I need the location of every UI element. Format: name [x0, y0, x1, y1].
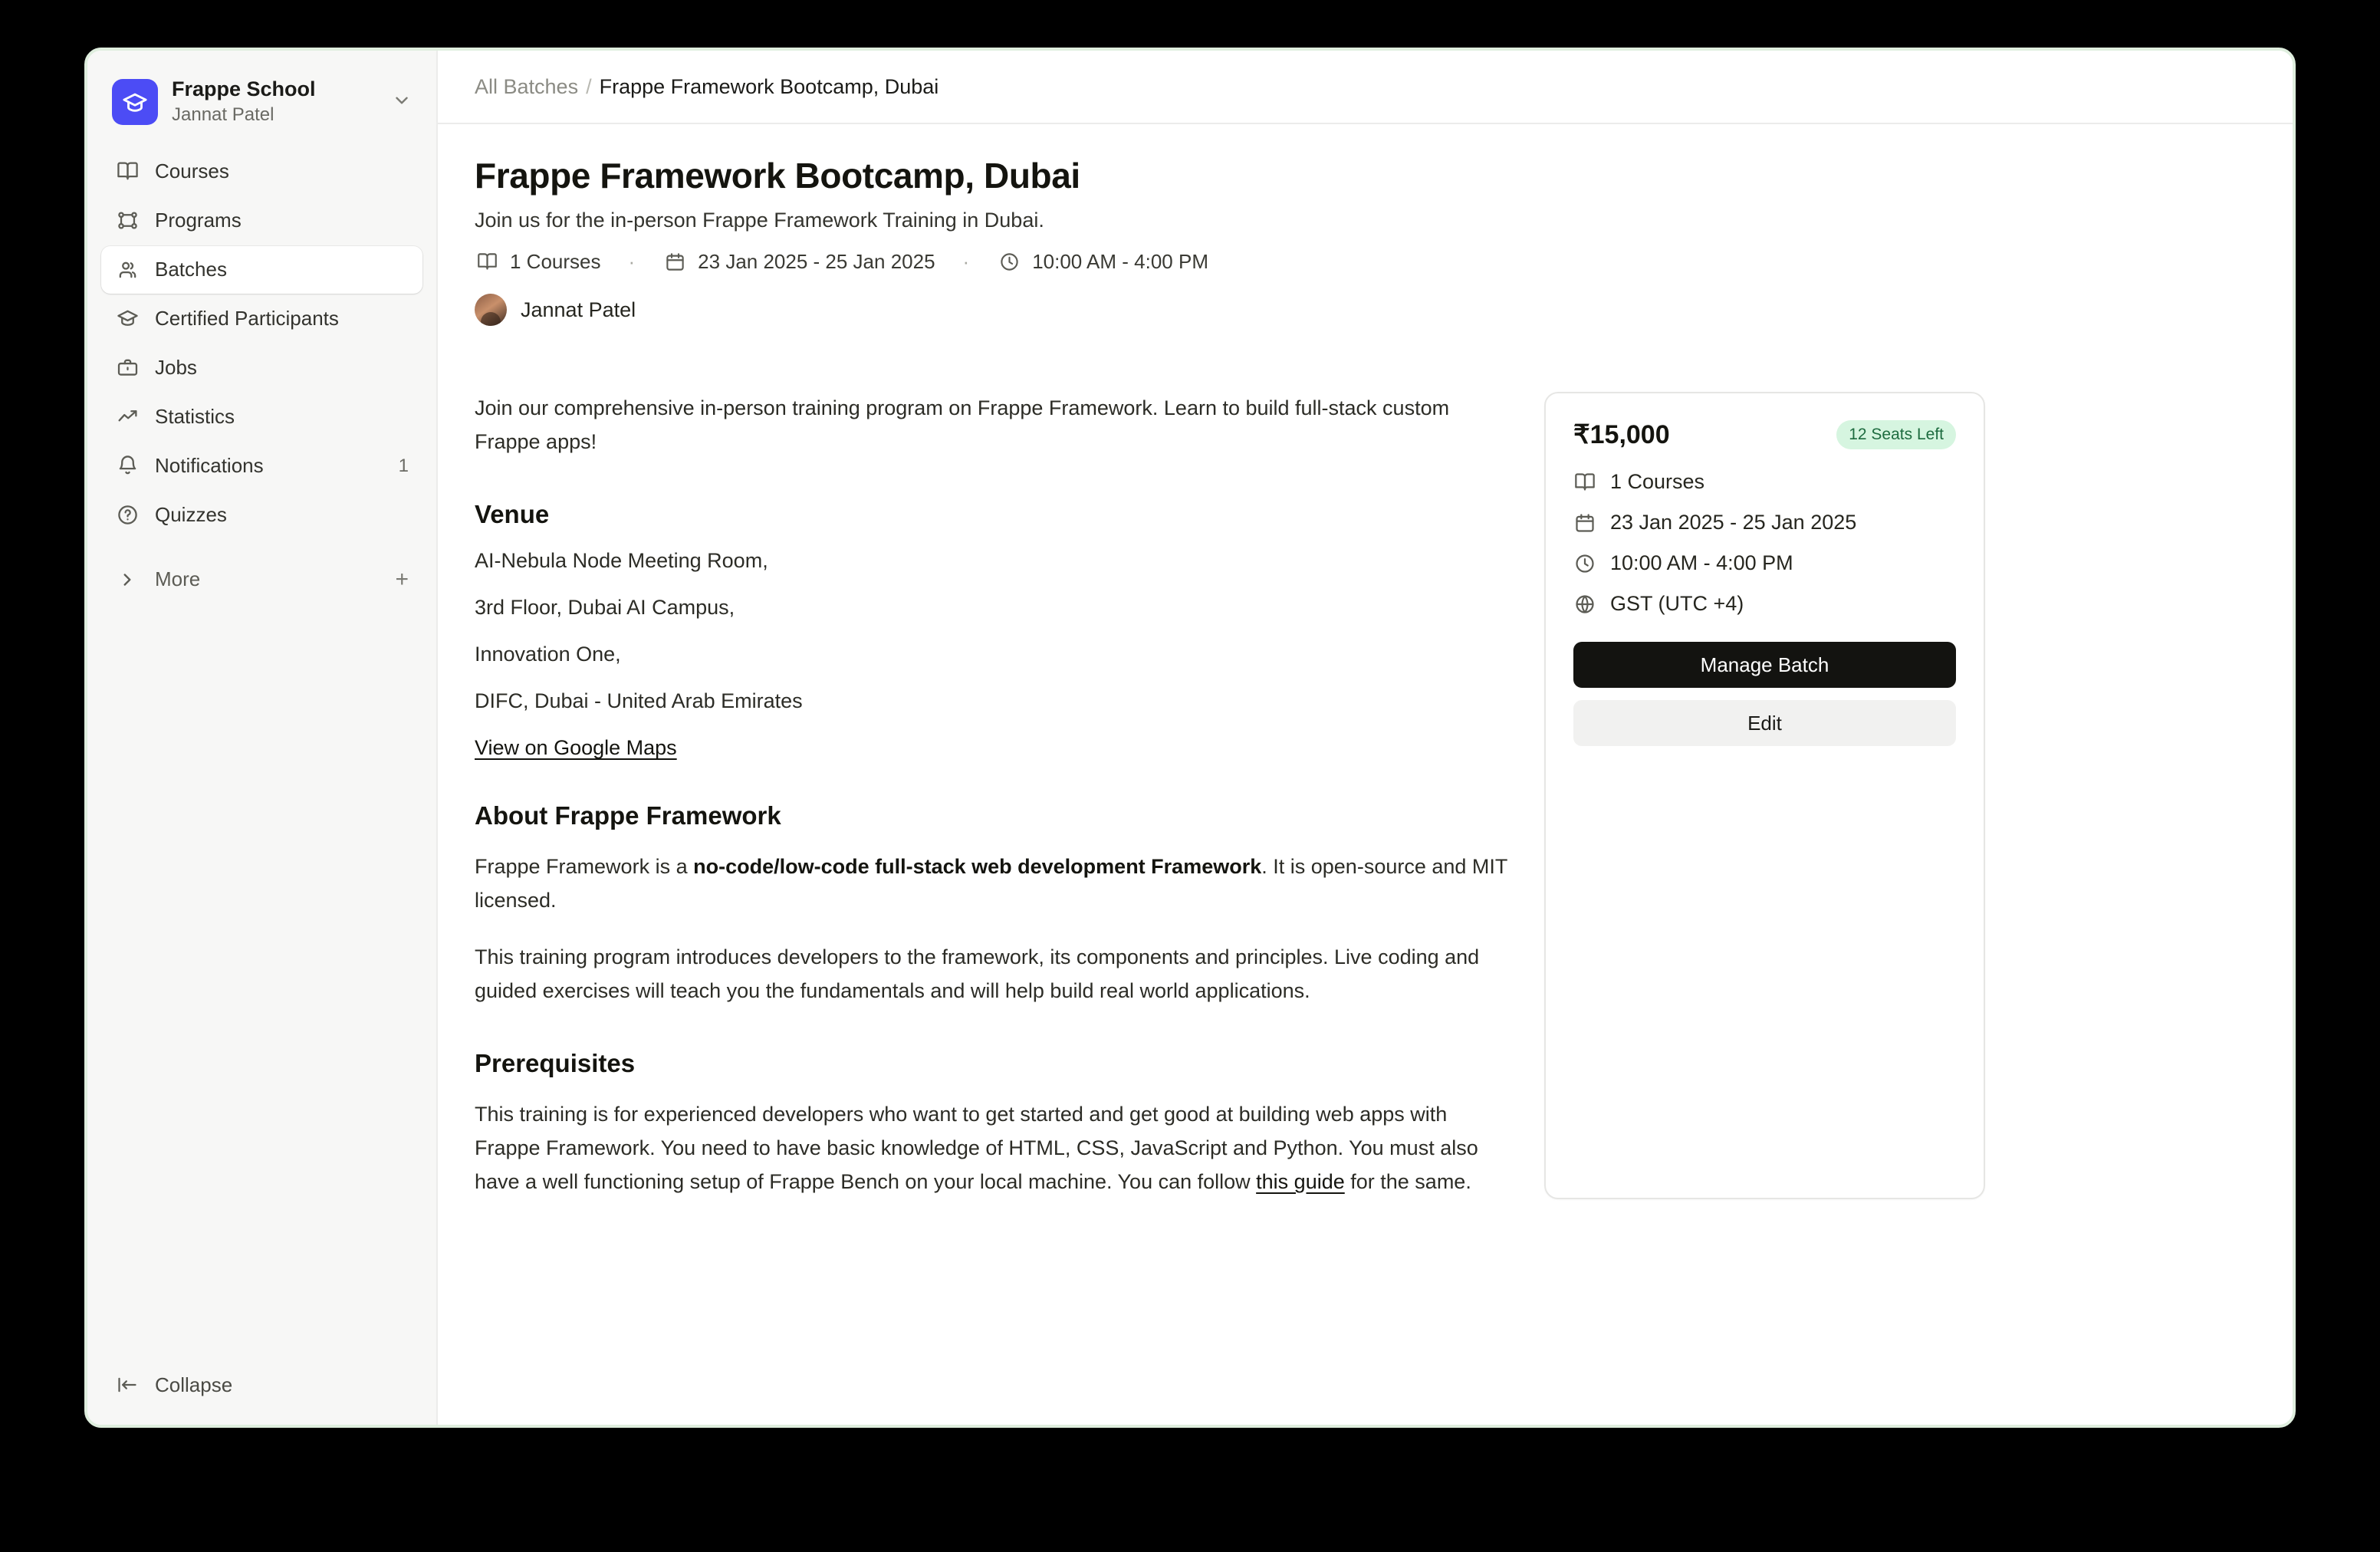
calendar-icon	[1573, 511, 1596, 534]
sidebar-item-certified-participants[interactable]	[101, 295, 422, 343]
briefcase-icon	[115, 356, 140, 380]
meta-dates-text: 23 Jan 2025 - 25 Jan 2025	[698, 249, 935, 273]
meta-courses-text: 1 Courses	[510, 249, 601, 273]
about-paragraph-2: This training program introduces developers to the framework, its components and principles. Live coding and guided exercises will teach you the fundamentals and will help build real world applications.	[475, 945, 1480, 1002]
this-guide-link[interactable]: this guide	[1256, 1169, 1345, 1193]
main-area	[438, 51, 2293, 1425]
org-switcher[interactable]	[101, 66, 422, 139]
price-card-details	[1573, 470, 1956, 616]
sidebar-item-label: Certified Participants	[155, 307, 339, 330]
sidebar-more-toggle[interactable]	[101, 556, 422, 603]
meta-time	[997, 249, 1208, 274]
card-row-time	[1573, 551, 1956, 575]
sidebar-item-jobs[interactable]	[101, 344, 422, 392]
graduation-cap-icon	[112, 79, 158, 125]
certificate-icon	[115, 307, 140, 331]
page-subtitle: Join us for the in-person Frappe Framework Training in Dubai.	[475, 209, 1044, 232]
sidebar-item-courses[interactable]	[101, 148, 422, 196]
sidebar-item-programs[interactable]	[101, 197, 422, 245]
prerequisites-heading: Prerequisites	[475, 1049, 636, 1078]
card-row-text: 10:00 AM - 4:00 PM	[1610, 551, 1793, 574]
avatar	[475, 294, 507, 326]
venue-line: Innovation One,	[475, 643, 621, 666]
clock-icon	[997, 249, 1021, 274]
meta-courses	[475, 249, 601, 274]
help-circle-icon	[115, 503, 140, 528]
about-heading: About Frappe Framework	[475, 801, 781, 830]
sidebar-nav	[101, 148, 422, 539]
app-window	[84, 48, 2296, 1428]
meta-separator-2: ·	[962, 249, 970, 273]
batch-author	[475, 294, 2256, 326]
about-text-bold: no-code/low-code full-stack web development Framework	[693, 855, 1262, 879]
card-row-courses	[1573, 470, 1956, 494]
clock-icon	[1573, 552, 1596, 575]
sidebar	[87, 51, 438, 1425]
book-icon	[115, 159, 140, 184]
sidebar-item-notifications[interactable]	[101, 442, 422, 490]
card-row-timezone	[1573, 592, 1956, 616]
meta-time-text: 10:00 AM - 4:00 PM	[1032, 249, 1208, 273]
trending-up-icon	[115, 405, 140, 429]
venue-heading: Venue	[475, 500, 550, 529]
sidebar-item-label: Programs	[155, 209, 242, 232]
page-title: Frappe Framework Bootcamp, Dubai	[475, 156, 1080, 196]
bell-icon	[115, 454, 140, 478]
batch-detail-content	[438, 124, 2293, 1425]
calendar-icon	[662, 249, 687, 274]
batch-meta-row	[475, 249, 2256, 274]
batch-sidebar-column	[1544, 392, 2256, 1199]
book-icon	[475, 249, 499, 274]
batch-body	[475, 392, 2256, 1199]
breadcrumb-separator: /	[586, 74, 592, 98]
globe-icon	[1573, 593, 1596, 616]
price-card	[1544, 392, 1985, 1199]
venue-line: AI-Nebula Node Meeting Room,	[475, 549, 768, 573]
plus-icon[interactable]: +	[395, 566, 409, 592]
users-icon	[115, 258, 140, 282]
sidebar-item-label: Notifications	[155, 454, 264, 478]
notifications-count: 1	[398, 455, 409, 476]
price-value: ₹15,000	[1573, 420, 1670, 449]
sidebar-item-statistics[interactable]	[101, 393, 422, 441]
about-text-a: Frappe Framework is a	[475, 855, 694, 879]
sidebar-more-label: More	[155, 567, 201, 591]
card-row-text: 23 Jan 2025 - 25 Jan 2025	[1610, 511, 1857, 534]
org-name: Frappe School	[172, 77, 316, 100]
intro-paragraph: Join our comprehensive in-person training program on Frappe Framework. Learn to build full-stack custom Frappe apps!	[475, 396, 1450, 453]
sidebar-item-label: Statistics	[155, 405, 235, 429]
view-on-google-maps-link[interactable]: View on Google Maps	[475, 736, 677, 760]
sidebar-item-batches[interactable]	[101, 246, 422, 294]
venue-line: 3rd Floor, Dubai AI Campus,	[475, 596, 735, 620]
breadcrumb-current: Frappe Framework Bootcamp, Dubai	[599, 74, 939, 98]
author-name: Jannat Patel	[521, 298, 636, 321]
sidebar-item-label: Quizzes	[155, 503, 227, 527]
org-user: Jannat Patel	[172, 104, 274, 126]
sidebar-item-label: Courses	[155, 159, 229, 183]
collapse-left-icon	[115, 1373, 140, 1397]
card-row-text: 1 Courses	[1610, 470, 1705, 493]
meta-separator: ·	[628, 249, 636, 273]
status-badge: 12 Seats Left	[1836, 420, 1956, 449]
price-card-header	[1573, 419, 1956, 450]
edit-button[interactable]: Edit	[1573, 700, 1956, 746]
manage-batch-button[interactable]: Manage Batch	[1573, 642, 1956, 688]
sidebar-item-label: Jobs	[155, 356, 197, 380]
breadcrumb-all-batches[interactable]: All Batches	[475, 74, 579, 98]
collapse-label: Collapse	[155, 1373, 233, 1396]
prereq-text-a: This training is for experienced developers who want to get started and get good at building web apps with Frappe Framework. You need to have basic knowledge of HTML, CSS, JavaScript and Python. You must also have a well functioning setup of Frappe Bench on your local machine. You can follow	[475, 1103, 1478, 1193]
venue-line: DIFC, Dubai - United Arab Emirates	[475, 689, 803, 713]
card-row-text: GST (UTC +4)	[1610, 592, 1744, 615]
sidebar-item-label: Batches	[155, 258, 227, 281]
book-icon	[1573, 471, 1596, 494]
batch-description-column	[475, 392, 1514, 1199]
about-paragraph-1	[475, 850, 1514, 917]
network-icon	[115, 209, 140, 233]
breadcrumb	[438, 51, 2293, 124]
meta-dates	[662, 249, 935, 274]
sidebar-item-quizzes[interactable]	[101, 492, 422, 539]
prereq-text-b: for the same.	[1344, 1169, 1471, 1193]
chevron-down-icon	[392, 90, 412, 114]
card-row-dates	[1573, 511, 1956, 534]
prerequisites-paragraph	[475, 1098, 1514, 1199]
chevron-right-icon	[115, 567, 140, 592]
about-text-b: . It is open-source and MIT licensed.	[475, 855, 1507, 912]
collapse-sidebar-button[interactable]	[101, 1362, 246, 1408]
